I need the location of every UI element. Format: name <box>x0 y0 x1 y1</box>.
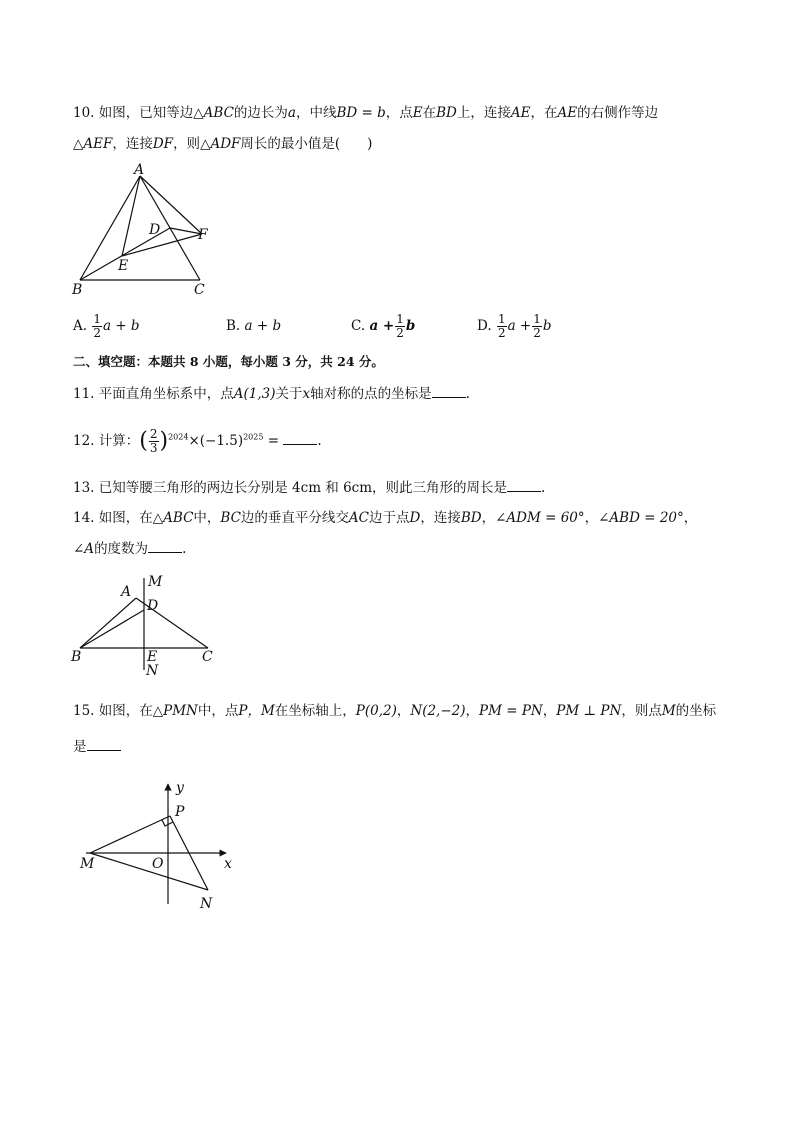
fraction: $\frac{1}{2}$ <box>497 312 506 340</box>
q13: 13. 已知等腰三角形的两边长分别是 4cm 和 6cm，则此三角形的周长是 . <box>73 480 546 496</box>
q10-figure <box>70 160 220 300</box>
fraction: $\frac{2}{3}$ <box>149 427 158 455</box>
q14-figure <box>68 570 228 680</box>
label-e: E <box>118 258 129 274</box>
answer-blank[interactable] <box>432 385 466 398</box>
segment-mn <box>90 853 208 890</box>
segment-ba <box>80 598 136 648</box>
label-o: O <box>152 856 164 872</box>
q10-line1: 10. 如图，已知等边△ABC的边长为a，中线BD = b，点E在BD上，连接AE，在AE的右侧作等边 <box>73 105 659 121</box>
label-a: A <box>121 584 132 600</box>
answer-blank[interactable] <box>507 479 541 492</box>
segment-ae <box>122 176 140 256</box>
segment-mp <box>90 816 170 853</box>
q14-line2: ∠A的度数为 . <box>73 541 187 557</box>
label-d: D <box>149 222 161 238</box>
q14-line1: 14. 如图，在△ABC中，BC边的垂直平分线交AC边于点D，连接BD，∠ADM = 60°，∠ABD = 20°， <box>73 510 698 526</box>
segment-ab <box>80 176 140 280</box>
label-y: y <box>176 780 184 796</box>
label-c: C <box>194 282 205 298</box>
fraction: $\frac{1}{2}$ <box>396 312 404 340</box>
label-c: C <box>202 649 213 665</box>
label-n: N <box>146 663 159 679</box>
label-f: F <box>198 227 208 243</box>
q10-line2: △AEF，连接DF，则△ADF周长的最小值是( ) <box>73 136 373 152</box>
q15-line2: 是 <box>73 738 121 756</box>
label-n: N <box>200 896 213 912</box>
label-b: B <box>72 282 83 298</box>
option-a[interactable]: A. $\frac{1}{2}$ a + b <box>73 312 140 340</box>
segment-ef <box>122 234 202 256</box>
q12: 12. 计算：( $\frac{2}{3}$ )$^{2024}\times(-1.5)^{2025}$ = . <box>73 427 322 455</box>
q15-figure <box>76 776 246 916</box>
label-p: P <box>175 804 185 820</box>
fraction: $\frac{1}{2}$ <box>93 312 101 340</box>
answer-blank[interactable] <box>283 432 317 445</box>
segment-bd <box>80 610 144 648</box>
option-d[interactable]: D. $\frac{1}{2}$ a + $\frac{1}{2}$ b <box>477 312 552 340</box>
section-heading: 二、填空题：本题共 8 小题，每小题 3 分，共 24 分。 <box>73 354 384 369</box>
answer-blank[interactable] <box>87 738 121 751</box>
label-m: M <box>148 574 163 590</box>
label-d: D <box>147 598 159 614</box>
fraction: $\frac{1}{2}$ <box>533 312 541 340</box>
label-m: M <box>80 856 95 872</box>
option-c[interactable]: C. a + $\frac{1}{2}$ b <box>351 312 416 340</box>
answer-blank[interactable] <box>148 540 182 553</box>
q11: 11. 平面直角坐标系中，点A(1,3)关于x轴对称的点的坐标是 . <box>73 386 470 402</box>
label-e: E <box>147 649 158 665</box>
label-x: x <box>224 856 232 872</box>
label-b: B <box>71 649 82 665</box>
label-a: A <box>134 162 145 178</box>
q15-line1: 15. 如图，在△PMN中，点P，M在坐标轴上，P(0,2)，N(2,−2)，PM = PN，PM ⊥ PN，则点M的坐标 <box>73 703 717 719</box>
option-b[interactable]: B. a + b <box>226 318 282 334</box>
